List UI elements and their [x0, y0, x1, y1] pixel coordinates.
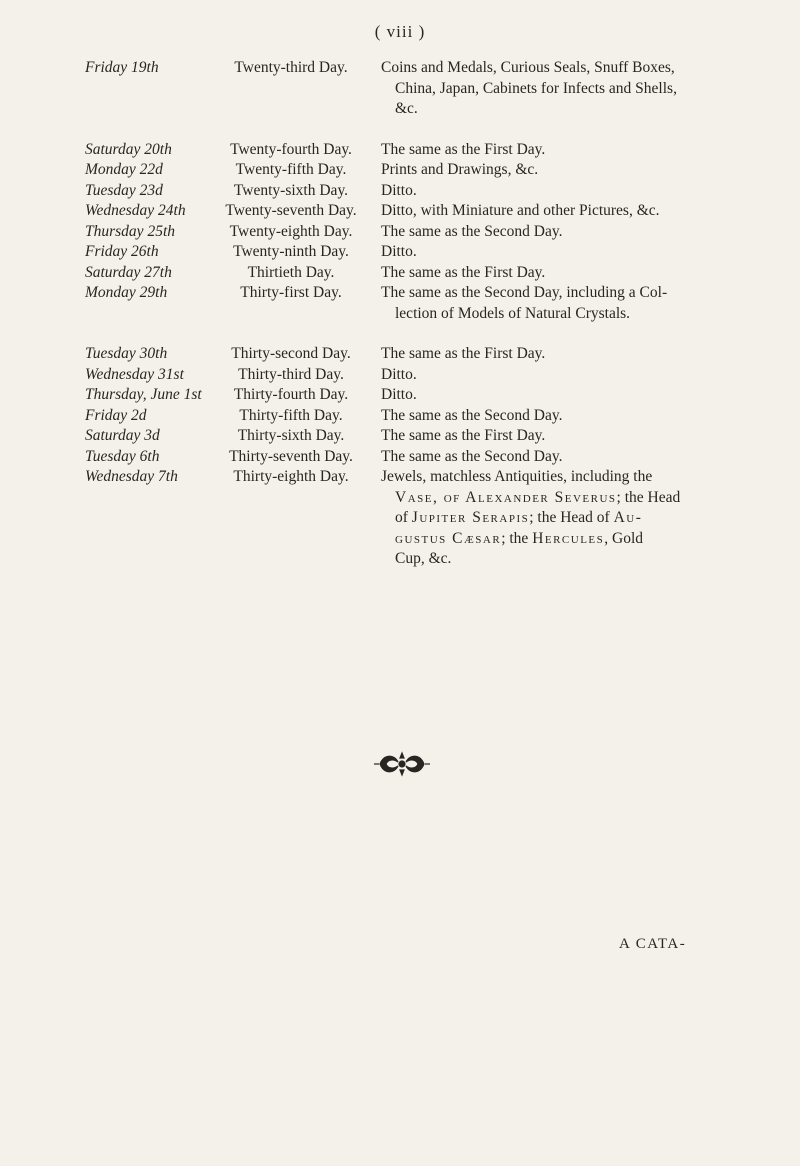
contents-line: &c.: [395, 100, 418, 117]
schedule-row: [85, 283, 725, 324]
schedule-day: Friday 26th: [85, 243, 159, 260]
contents-line: gustus Cæsar; the Hercules, Gold: [395, 529, 644, 547]
contents-line: Ditto.: [381, 243, 417, 260]
schedule-contents: [377, 201, 725, 222]
schedule-row: [85, 140, 725, 161]
schedule-row: [85, 426, 725, 447]
schedule-ordinal: Twenty-ninth Day.: [233, 243, 349, 260]
contents-line: The same as the Second Day.: [381, 222, 563, 240]
schedule-row-last: [85, 467, 725, 570]
schedule-row: [85, 58, 725, 120]
contents-line: Cup, &c.: [395, 550, 452, 567]
hercules-name: Hercules: [532, 529, 605, 547]
schedule-day: Wednesday 31st: [85, 365, 184, 383]
schedule-day: Monday 29th: [85, 284, 168, 301]
schedule-day: Thursday, June 1st: [85, 386, 202, 403]
schedule-contents: [377, 447, 725, 468]
catchword: A CATA-: [619, 936, 687, 952]
page-number: ( viii ): [374, 22, 426, 41]
schedule-ordinal: Thirty-first Day.: [240, 284, 342, 301]
schedule-contents: [377, 426, 725, 447]
contents-line: Ditto.: [381, 365, 417, 383]
schedule-ordinal: Twenty-third Day.: [234, 59, 348, 76]
contents-line: The same as the First Day.: [381, 345, 546, 362]
schedule-contents: [377, 140, 725, 161]
schedule-contents: [377, 385, 725, 406]
schedule-day: Monday 22d: [85, 161, 163, 178]
schedule-ordinal: Twenty-eighth Day.: [229, 222, 353, 240]
contents-line: Ditto, with Miniature and other Pictures, &c.: [381, 202, 660, 219]
contents-line: Prints and Drawings, &c.: [381, 161, 539, 178]
schedule-day: Wednesday 7th: [85, 468, 178, 485]
schedule-ordinal: Thirty-third Day.: [238, 365, 344, 383]
schedule-row: [85, 181, 725, 202]
schedule-contents: [377, 406, 725, 427]
schedule-contents: [377, 365, 725, 386]
contents-line: The same as the Second Day, including a Col-: [381, 284, 668, 301]
contents-line: Ditto.: [381, 181, 417, 199]
augustus-name: gustus Cæsar: [395, 529, 502, 547]
schedule-day: Saturday 3d: [85, 427, 160, 444]
schedule-day: Saturday 27th: [85, 263, 172, 281]
schedule-contents: [377, 263, 725, 284]
contents-line: of Jupiter Serapis; the Head of Au-: [395, 509, 643, 526]
schedule-row: [85, 447, 725, 468]
schedule-contents: [377, 160, 725, 181]
schedule-row: [85, 160, 725, 181]
schedule-contents: [377, 181, 725, 202]
augustus-name: Au-: [613, 509, 643, 526]
schedule-ordinal: Twenty-fifth Day.: [235, 161, 347, 178]
contents-line: Jewels, matchless Antiquities, including the: [381, 468, 653, 485]
schedule-ordinal: Thirty-sixth Day.: [237, 427, 345, 444]
contents-line: Vase, of Alexander Severus; the Head: [395, 488, 681, 506]
schedule-contents: [377, 283, 725, 324]
schedule-day: Tuesday 6th: [85, 447, 160, 465]
sale-schedule: [85, 58, 725, 570]
schedule-ordinal: Thirty-seventh Day.: [229, 447, 353, 465]
schedule-ordinal: Thirtieth Day.: [247, 263, 335, 281]
schedule-row: [85, 344, 725, 365]
schedule-contents: [377, 58, 725, 120]
contents-line: Coins and Medals, Curious Seals, Snuff Boxes,: [381, 59, 675, 76]
contents-line: lection of Models of Natural Crystals.: [395, 304, 631, 322]
schedule-row: [85, 365, 725, 386]
schedule-day: Friday 19th: [85, 59, 159, 76]
contents-line: The same as the Second Day.: [381, 447, 563, 465]
schedule-contents: [377, 242, 725, 263]
schedule-row: [85, 201, 725, 222]
schedule-row: [85, 222, 725, 243]
schedule-ordinal: Twenty-fourth Day.: [230, 140, 352, 158]
schedule-row: [85, 385, 725, 406]
vase-name: Vase, of Alexander Severus: [395, 488, 617, 506]
schedule-ordinal: Thirty-fifth Day.: [239, 406, 343, 424]
printer-ornament-icon: [372, 750, 432, 778]
schedule-ordinal: Thirty-fourth Day.: [233, 386, 349, 403]
schedule-day: Saturday 20th: [85, 140, 172, 158]
schedule-row: [85, 406, 725, 427]
contents-line: Ditto.: [381, 386, 417, 403]
schedule-ordinal: Thirty-second Day.: [231, 345, 351, 362]
schedule-contents: [377, 344, 725, 365]
jupiter-name: Jupiter Serapis: [411, 509, 530, 526]
schedule-day: Thursday 25th: [85, 222, 175, 240]
schedule-ordinal: Thirty-eighth Day.: [233, 468, 349, 485]
contents-line: The same as the First Day.: [381, 427, 546, 444]
schedule-day: Tuesday 23d: [85, 181, 163, 199]
schedule-day: Wednesday 24th: [85, 202, 186, 219]
schedule-contents: [377, 222, 725, 243]
schedule-ordinal: Twenty-sixth Day.: [233, 181, 349, 199]
schedule-row: [85, 263, 725, 284]
schedule-ordinal: Twenty-seventh Day.: [225, 202, 357, 219]
contents-line: China, Japan, Cabinets for Infects and Shells,: [395, 79, 677, 97]
contents-line: The same as the Second Day.: [381, 406, 563, 424]
contents-line: The same as the First Day.: [381, 140, 546, 158]
schedule-day: Tuesday 30th: [85, 345, 168, 362]
schedule-row: [85, 242, 725, 263]
schedule-day: Friday 2d: [85, 406, 147, 424]
contents-line: The same as the First Day.: [381, 263, 546, 281]
schedule-contents: [377, 467, 725, 570]
